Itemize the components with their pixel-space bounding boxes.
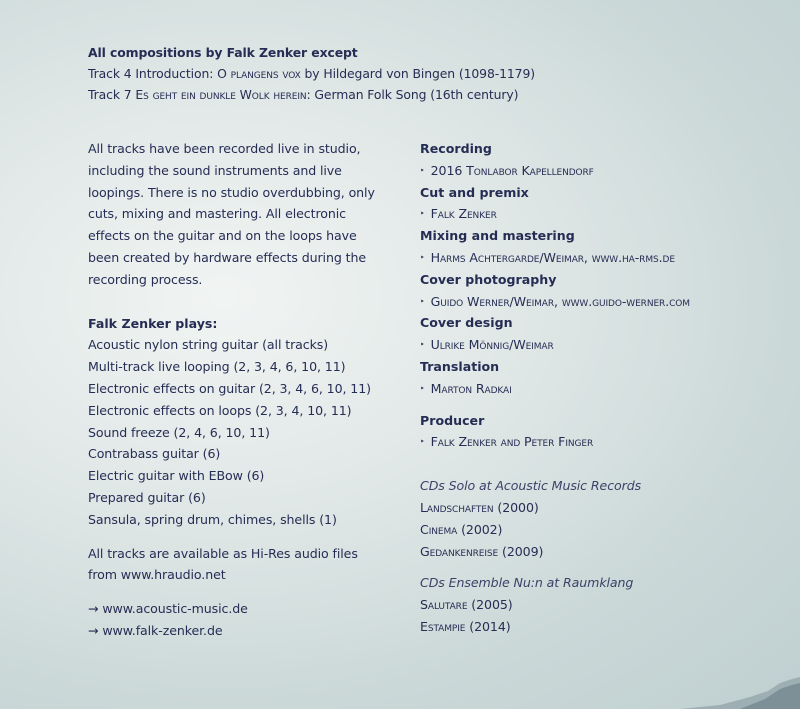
bullet-icon: ‣ [420,383,425,393]
list-item: Acoustic nylon string guitar (all tracks) [88,337,329,353]
falk-zenker-link[interactable]: → www.falk-zenker.de [88,622,223,638]
bullet-icon: ‣ [420,165,425,175]
acoustic-music-link[interactable]: → www.acoustic-music.de [88,601,248,617]
recording-intro: All tracks have been recorded live in studio, including the sound instruments and live loopings. There is no studio overdubbing, only cuts, mixing and mastering. All electronic effects on the guitar and on the loops have been created by hardware effects during the recording process. [88,141,375,287]
list-item: Cinema (2002) [420,521,503,537]
translation-value: ‣ Marton Radkai [420,380,512,396]
bullet-icon: ‣ [420,340,425,350]
left-column [88,138,398,642]
bullet-icon: ‣ [420,296,425,306]
design-label: Cover design [420,315,513,331]
producer-value: ‣ Falk Zenker and Peter Finger [420,434,594,450]
list-item: Electronic effects on guitar (2, 3, 4, 6, 10, 11) [88,380,371,396]
design-value: ‣ Ulrike Mönnig/Weimar [420,337,554,353]
track-7-note: Track 7 Es geht ein dunkle Wolk herein: German Folk Song (16th century) [88,87,519,103]
cut-value: ‣ Falk Zenker [420,206,497,222]
ensemble-cds-heading: CDs Ensemble Nu:n at Raumklang [420,575,634,591]
list-item: Electric guitar with EBow (6) [88,468,265,484]
recording-label: Recording [420,141,492,156]
list-item: Salutare (2005) [420,597,513,613]
list-item: Landschaften (2000) [420,499,539,515]
recording-value: ‣ 2016 Tonlabor Kapellendorf [420,162,594,178]
list-item: Sansula, spring drum, chimes, shells (1) [88,511,337,527]
cut-label: Cut and premix [420,184,529,200]
photo-value: ‣ Guido Werner/Weimar, www.guido-werner.com [420,293,690,309]
compositions-heading: All compositions by Falk Zenker except [88,45,358,60]
rock-decoration [680,669,800,709]
photo-label: Cover photography [420,271,557,287]
list-item: Multi-track live looping (2, 3, 4, 6, 10, 11) [88,359,346,375]
list-item: Gedankenreise (2009) [420,543,544,559]
solo-cds-heading: CDs Solo at Acoustic Music Records [420,478,642,494]
mixing-value: ‣ Harms Achtergarde/Weimar, www.ha-rms.de [420,249,675,265]
bullet-icon: ‣ [420,252,425,262]
list-item: Estampie (2014) [420,618,511,634]
track-7-title: Es geht ein dunkle Wolk herein [135,87,307,103]
bullet-icon: ‣ [420,209,425,219]
bullet-icon: ‣ [420,437,425,447]
list-item: Electronic effects on loops (2, 3, 4, 10, 11) [88,402,352,418]
list-item: Sound freeze (2, 4, 6, 10, 11) [88,424,270,440]
compositions-note [88,42,535,106]
track-4-title: O plangens vox [217,66,301,82]
plays-heading: Falk Zenker plays: [88,315,218,331]
right-column [420,138,780,638]
track-4-note: Track 4 Introduction: O plangens vox by Hildegard von Bingen (1098-1179) [88,66,535,82]
list-item: Contrabass guitar (6) [88,446,221,462]
producer-label: Producer [420,412,485,428]
translation-label: Translation [420,358,500,374]
hires-note: All tracks are available as Hi-Res audio files from www.hraudio.net [88,545,358,583]
list-item: Prepared guitar (6) [88,489,206,505]
mixing-label: Mixing and mastering [420,228,575,244]
instrument-list [88,334,398,530]
